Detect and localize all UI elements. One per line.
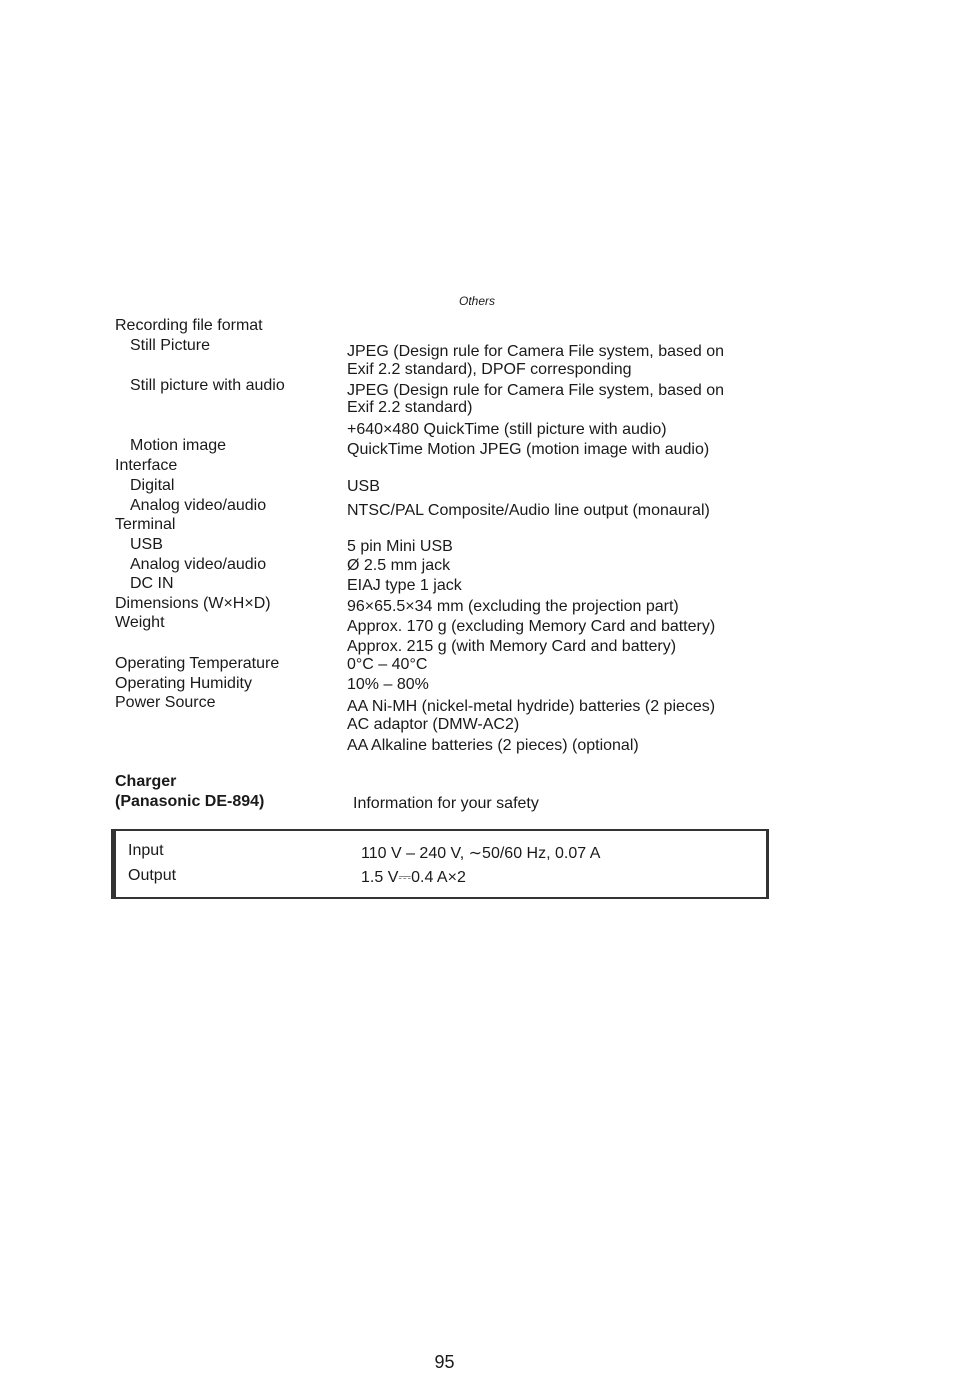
spec-label: Motion image bbox=[130, 437, 227, 454]
spec-label: Digital bbox=[130, 477, 175, 494]
charger-spec-box bbox=[111, 829, 769, 899]
spec-value: NTSC/PAL Composite/Audio line output (monaural) bbox=[347, 502, 710, 519]
spec-label: Interface bbox=[115, 457, 178, 474]
spec-value: JPEG (Design rule for Camera File system, based on bbox=[347, 382, 725, 399]
charger-model: (Panasonic DE-894) bbox=[115, 793, 265, 810]
section-header: Others bbox=[458, 294, 495, 308]
spec-value: USB bbox=[347, 478, 380, 495]
spec-label: DC IN bbox=[130, 575, 174, 592]
charger-input-label: Input bbox=[128, 842, 164, 859]
charger-input-value: 110 V – 240 V, ∼50/60 Hz, 0.07 A bbox=[361, 845, 601, 862]
spec-value: 10% – 80% bbox=[347, 676, 429, 693]
spec-label: Analog video/audio bbox=[130, 556, 267, 573]
charger-title: Charger bbox=[115, 773, 177, 790]
spec-label: Power Source bbox=[115, 694, 216, 711]
spec-label: Recording file format bbox=[115, 317, 263, 334]
spec-label: USB bbox=[130, 536, 163, 553]
spec-value: 0°C – 40°C bbox=[347, 656, 428, 673]
spec-label: Operating Humidity bbox=[115, 675, 252, 692]
spec-value: AC adaptor (DMW-AC2) bbox=[347, 716, 520, 733]
spec-value: Approx. 215 g (with Memory Card and battery) bbox=[347, 638, 677, 655]
spec-value: Exif 2.2 standard), DPOF corresponding bbox=[347, 361, 632, 378]
spec-value: Approx. 170 g (excluding Memory Card and battery) bbox=[347, 618, 716, 635]
charger-output-value: 1.5 V⎓0.4 A×2 bbox=[361, 869, 466, 886]
spec-label: Weight bbox=[115, 614, 165, 631]
spec-label: Still picture with audio bbox=[130, 377, 285, 394]
spec-label: Dimensions (W×H×D) bbox=[115, 595, 271, 612]
spec-label: Still Picture bbox=[130, 337, 211, 354]
spec-value: Ø 2.5 mm jack bbox=[347, 557, 451, 574]
charger-output-label: Output bbox=[128, 867, 177, 884]
spec-value: JPEG (Design rule for Camera File system, based on bbox=[347, 343, 725, 360]
spec-label: Terminal bbox=[115, 516, 176, 533]
spec-value: +640×480 QuickTime (still picture with audio) bbox=[347, 421, 667, 438]
safety-note: Information for your safety bbox=[353, 795, 539, 812]
spec-value: AA Ni-MH (nickel-metal hydride) batteries (2 pieces) bbox=[347, 698, 716, 715]
spec-value: 5 pin Mini USB bbox=[347, 538, 453, 555]
spec-value: AA Alkaline batteries (2 pieces) (optional) bbox=[347, 737, 639, 754]
spec-value: EIAJ type 1 jack bbox=[347, 577, 462, 594]
page-number: 95 bbox=[434, 1352, 455, 1372]
spec-label: Analog video/audio bbox=[130, 497, 267, 514]
spec-value: QuickTime Motion JPEG (motion image with audio) bbox=[347, 441, 710, 458]
spec-label: Operating Temperature bbox=[115, 655, 280, 672]
spec-value: 96×65.5×34 mm (excluding the projection part) bbox=[347, 598, 679, 615]
spec-value: Exif 2.2 standard) bbox=[347, 399, 473, 416]
